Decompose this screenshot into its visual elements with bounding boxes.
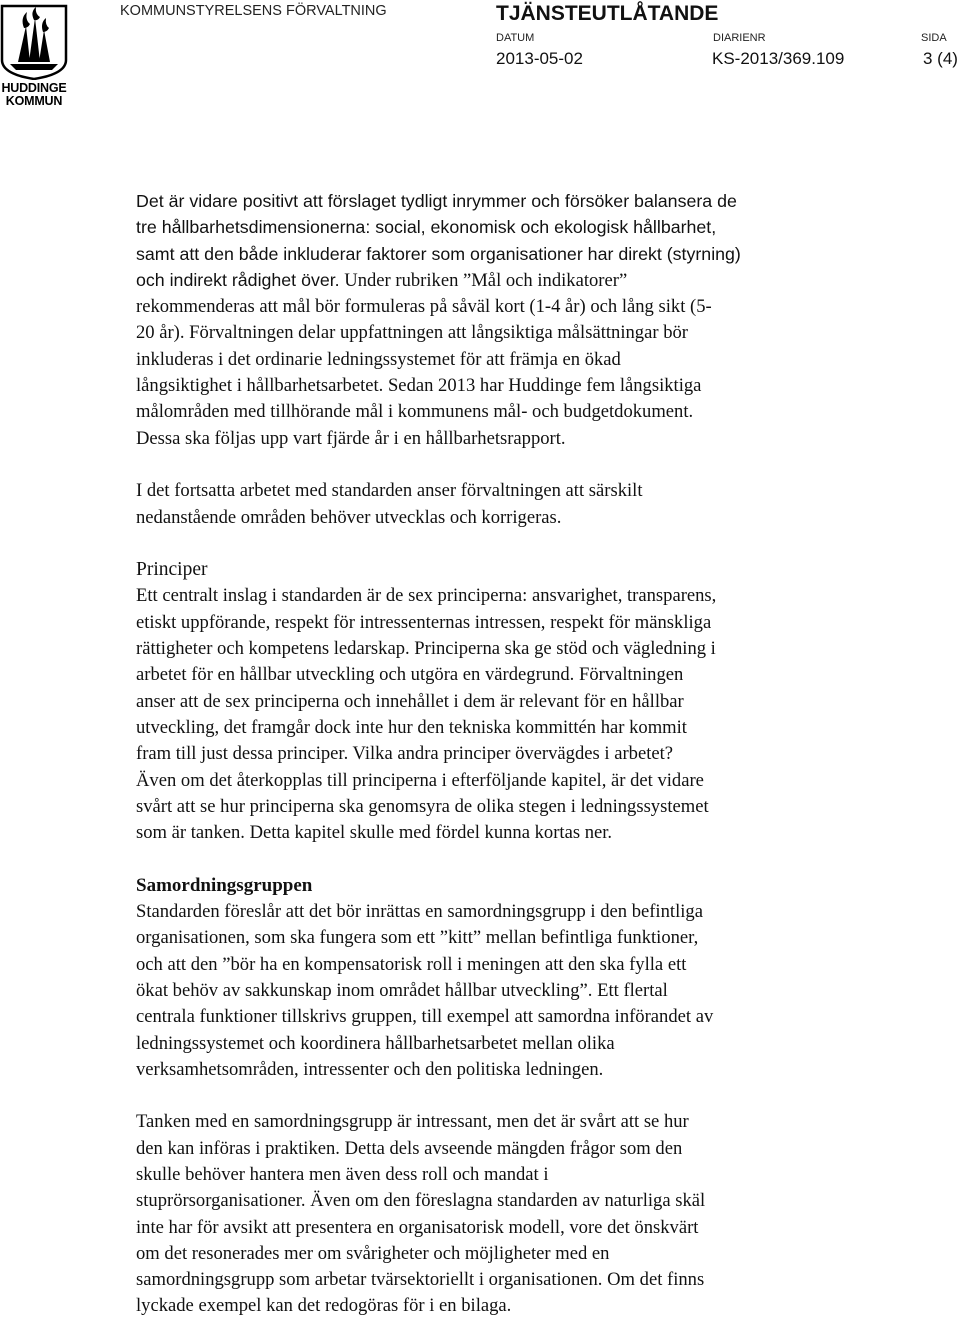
text-line: Det är vidare positivt att förslaget tydligt inrymmer och försöker balansera de [136, 191, 737, 211]
text-line: rättigheter och kompetens ledarskap. Principerna ska ge stöd och vägledning i [136, 638, 716, 660]
text-line: svårt att se hur principerna ska genomsyra de olika stegen i ledningssystemet [136, 795, 709, 817]
text-line: organisationen, som ska fungera som ett ”kitt” mellan befintliga funktioner, [136, 927, 699, 949]
text-line: samt att den både inkluderar faktorer som organisationer har direkt (styrning) [136, 243, 741, 264]
paragraph-2 [136, 478, 848, 531]
text-segment: Under rubriken ”Mål och indikatorer” [339, 269, 628, 291]
page-label: SIDA [921, 32, 947, 44]
section-heading-samordningsgruppen: Samordningsgruppen [136, 874, 313, 896]
text-line: Även om det återkopplas till principerna i efterföljande kapitel, är det vidare [136, 769, 704, 791]
text-line: inte har för avsikt att presentera en organisatorisk modell, vore det önskvärt [136, 1216, 699, 1238]
text-line: den kan införas i praktiken. Detta dels avseende mängden frågor som den [136, 1137, 683, 1159]
date-value: 2013-05-02 [496, 49, 583, 68]
text-line: verksamhetsområden, intressenter och den politiska ledningen. [136, 1058, 604, 1080]
text-line: nedanstående områden behöver utvecklas och korrigeras. [136, 506, 562, 528]
text-line: anser att de sex principerna och innehållet i dem är relevant för en hållbar [136, 690, 684, 712]
text-line: tre hållbarhetsdimensionerna: social, ekonomisk och ekologisk hållbarhet, [136, 217, 717, 238]
section-heading-principer: Principer [136, 559, 208, 581]
text-line: målområden med tillhörande mål i kommunens mål- och budgetdokument. [136, 401, 694, 423]
logo-text [0, 82, 68, 108]
paragraph-1 [136, 188, 848, 452]
logo-line-2: KOMMUN [5, 94, 63, 108]
document-type: TJÄNSTEUTLÅTANDE [496, 2, 719, 25]
text-line: centrala funktioner tillskrivs gruppen, till exempel att samordna införandet av [136, 1006, 714, 1028]
text-line: Ett centralt inslag i standarden är de sex principerna: ansvarighet, transparens, [136, 585, 717, 607]
text-line: Dessa ska följas upp vart fjärde år i en hållbarhetsrapport. [136, 427, 566, 449]
text-line: som är tanken. Detta kapitel skulle med fördel kunna kortas ner. [136, 822, 613, 844]
text-line: stuprörsorganisationer. Även om den föreslagna standarden av naturliga skäl [136, 1190, 706, 1212]
municipality-logo [0, 4, 68, 108]
text-line: Tanken med en samordningsgrupp är intressant, men det är svårt att se hur [136, 1111, 689, 1133]
document-body [136, 188, 848, 1320]
logo-line-1: HUDDINGE [1, 81, 67, 95]
text-line: 20 år). Förvaltningen delar uppfattningen att långsiktiga målsättningar bör [136, 322, 688, 344]
organization-name: KOMMUNSTYRELSENS FÖRVALTNING [120, 3, 387, 19]
huddinge-crest-icon [0, 4, 68, 80]
text-line: fram till just dessa principer. Vilka andra principer övervägdes i arbetet? [136, 743, 674, 765]
text-line: etiskt uppförande, respekt för intressenternas intressen, respekt för mänskliga [136, 611, 712, 633]
text-line: ledningssystemet och koordinera hållbarhetsarbetet mellan olika [136, 1032, 615, 1054]
text-line: om det resonerades mer om svårigheter och möjligheter med en [136, 1242, 610, 1264]
text-line: rekommenderas att mål bör formuleras på såväl kort (1-4 år) och lång sikt (5- [136, 296, 712, 318]
text-line: samordningsgrupp som arbetar tvärsektoriellt i organisationen. Om det finns [136, 1269, 705, 1291]
text-line: Standarden föreslår att det bör inrättas en samordningsgrupp i den befintliga [136, 901, 703, 923]
text-line: ökat behöv av sakkunskap inom området hållbar utveckling”. Ett flertal [136, 979, 668, 1001]
text-line: och att den ”bör ha en kompensatorisk roll i meningen att den ska fylla ett [136, 953, 687, 975]
text-line: arbetet för en hållbar utveckling och utgöra en värdegrund. Förvaltningen [136, 664, 684, 686]
date-label: DATUM [496, 32, 535, 44]
paragraph-3 [136, 583, 848, 846]
text-line: skulle behöver hantera men även dess roll och mandat i [136, 1163, 549, 1185]
page-number: 3 (4) [923, 49, 958, 68]
registration-number: KS-2013/369.109 [712, 49, 845, 68]
text-line: lyckade exempel kan det redogöras för i en bilaga. [136, 1295, 512, 1317]
text-line [136, 267, 848, 294]
paragraph-5 [136, 1109, 848, 1319]
text-line: I det fortsatta arbetet med standarden anser förvaltningen att särskilt [136, 480, 643, 502]
text-line: långsiktighet i hållbarhetsarbetet. Sedan 2013 har Huddinge fem långsiktiga [136, 375, 702, 397]
text-segment: och indirekt rådighet över. [136, 269, 340, 290]
registration-label: DIARIENR [713, 32, 766, 44]
paragraph-4 [136, 899, 848, 1083]
text-line: utveckling, det framgår dock inte hur den tekniska kommittén har kommit [136, 716, 687, 738]
text-line: inkluderas i det ordinarie ledningssystemet för att främja en ökad [136, 348, 621, 370]
